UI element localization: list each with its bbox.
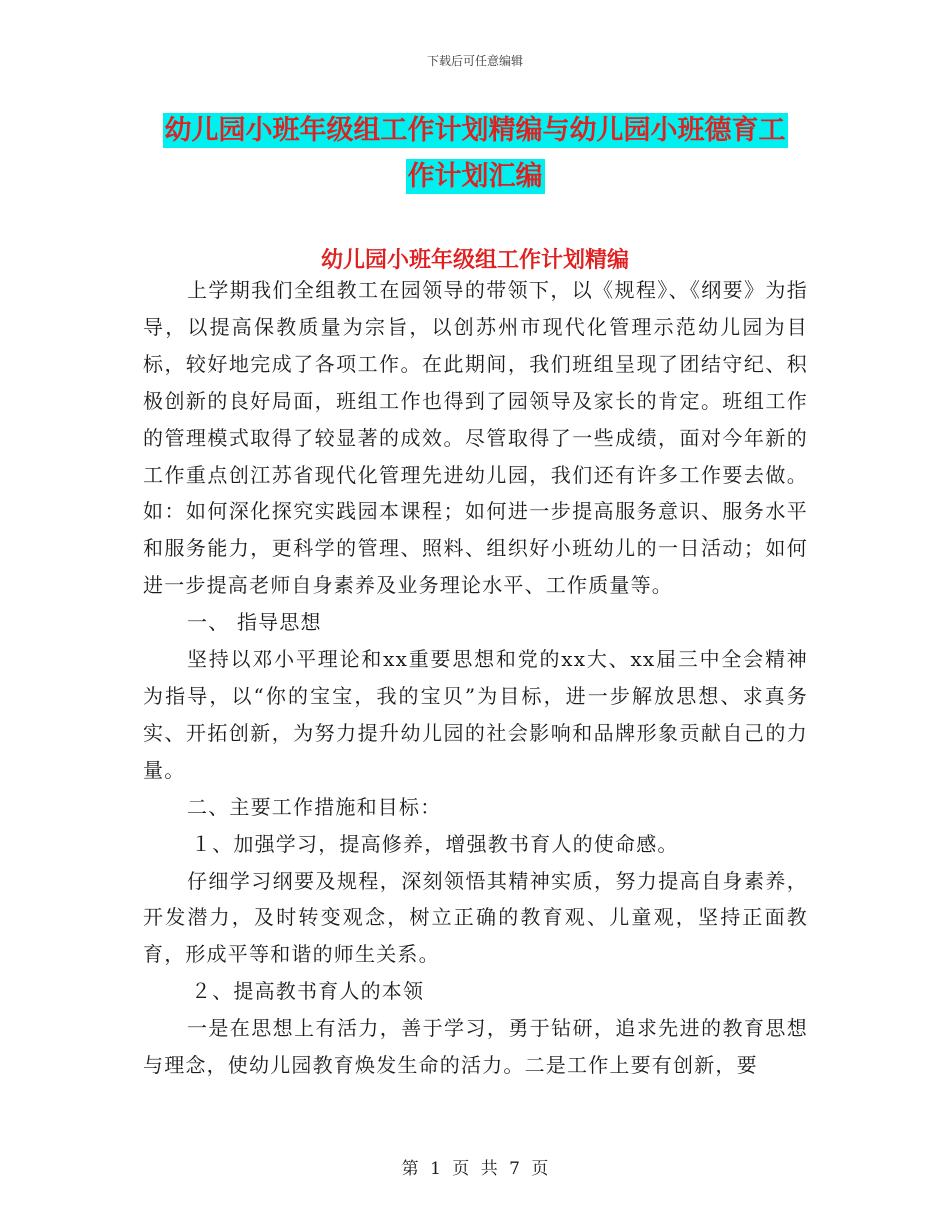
heading-guiding-thought: 一、 指导思想 (187, 610, 322, 635)
document-body (143, 272, 808, 1084)
heading-main-measures: 二、主要工作措施和目标： (187, 794, 442, 819)
section-title: 幼儿园小班年级组工作计划精编 (320, 248, 629, 273)
document-title (140, 108, 810, 200)
document-title-line-1: 幼儿园小班年级组工作计划精编与幼儿园小班德育工 (164, 115, 786, 146)
subheading-study: １、加强学习，提高修养，增强教书育人的使命感。 (191, 831, 679, 856)
paragraph-study: 仔细学习纲要及规程，深刻领悟其精神实质，努力提高自身素养，开发潜力，及时转变观念，树立正确的教育观、儿童观，坚持正面教育，形成平等和谐的师生关系。 (143, 868, 808, 967)
paragraph-teaching-skill: 一是在思想上有活力，善于学习，勇于钻研，追求先进的教育思想与理念，使幼儿园教育焕发生命的活力。二是工作上要有创新，要 (143, 1016, 808, 1078)
paragraph-intro: 上学期我们全组教工在园领导的带领下，以《规程》、《纲要》为指导，以提高保教质量为宗旨，以创苏州市现代化管理示范幼儿园为目标，较好地完成了各项工作。在此期间，我们班组呈现了团结守纪、积极创新的良好局面，班组工作也得到了园领导及家长的肯定。班组工作的管理模式取得了较显著的成效。尽管取得了一些成绩，面对今年新的工作重点创江苏省现代化管理先进幼儿园，我们还有许多工作要去做。如：如何深化探究实践园本课程；如何进一步提高服务意识、服务水平和服务能力，更科学的管理、照料、组织好小班幼儿的一日活动；如何进一步提高老师自身素养及业务理论水平、工作质量等。 (143, 278, 808, 598)
page-header: 下载后可任意编辑 (426, 54, 523, 68)
subheading-teaching-skill: ２、提高教书育人的本领 (191, 979, 425, 1004)
paragraph-guiding-thought: 坚持以邓小平理论和xx重要思想和党的xx大、xx届三中全会精神为指导，以“你的宝宝，我的宝贝”为目标，进一步解放思想、求真务实、开拓创新，为努力提升幼儿园的社会影响和品牌形象贡献自己的力量。 (143, 647, 808, 782)
document-title-line-2: 作计划汇编 (407, 161, 543, 192)
page-footer: 第 1 页 共 7 页 (401, 1159, 549, 1179)
